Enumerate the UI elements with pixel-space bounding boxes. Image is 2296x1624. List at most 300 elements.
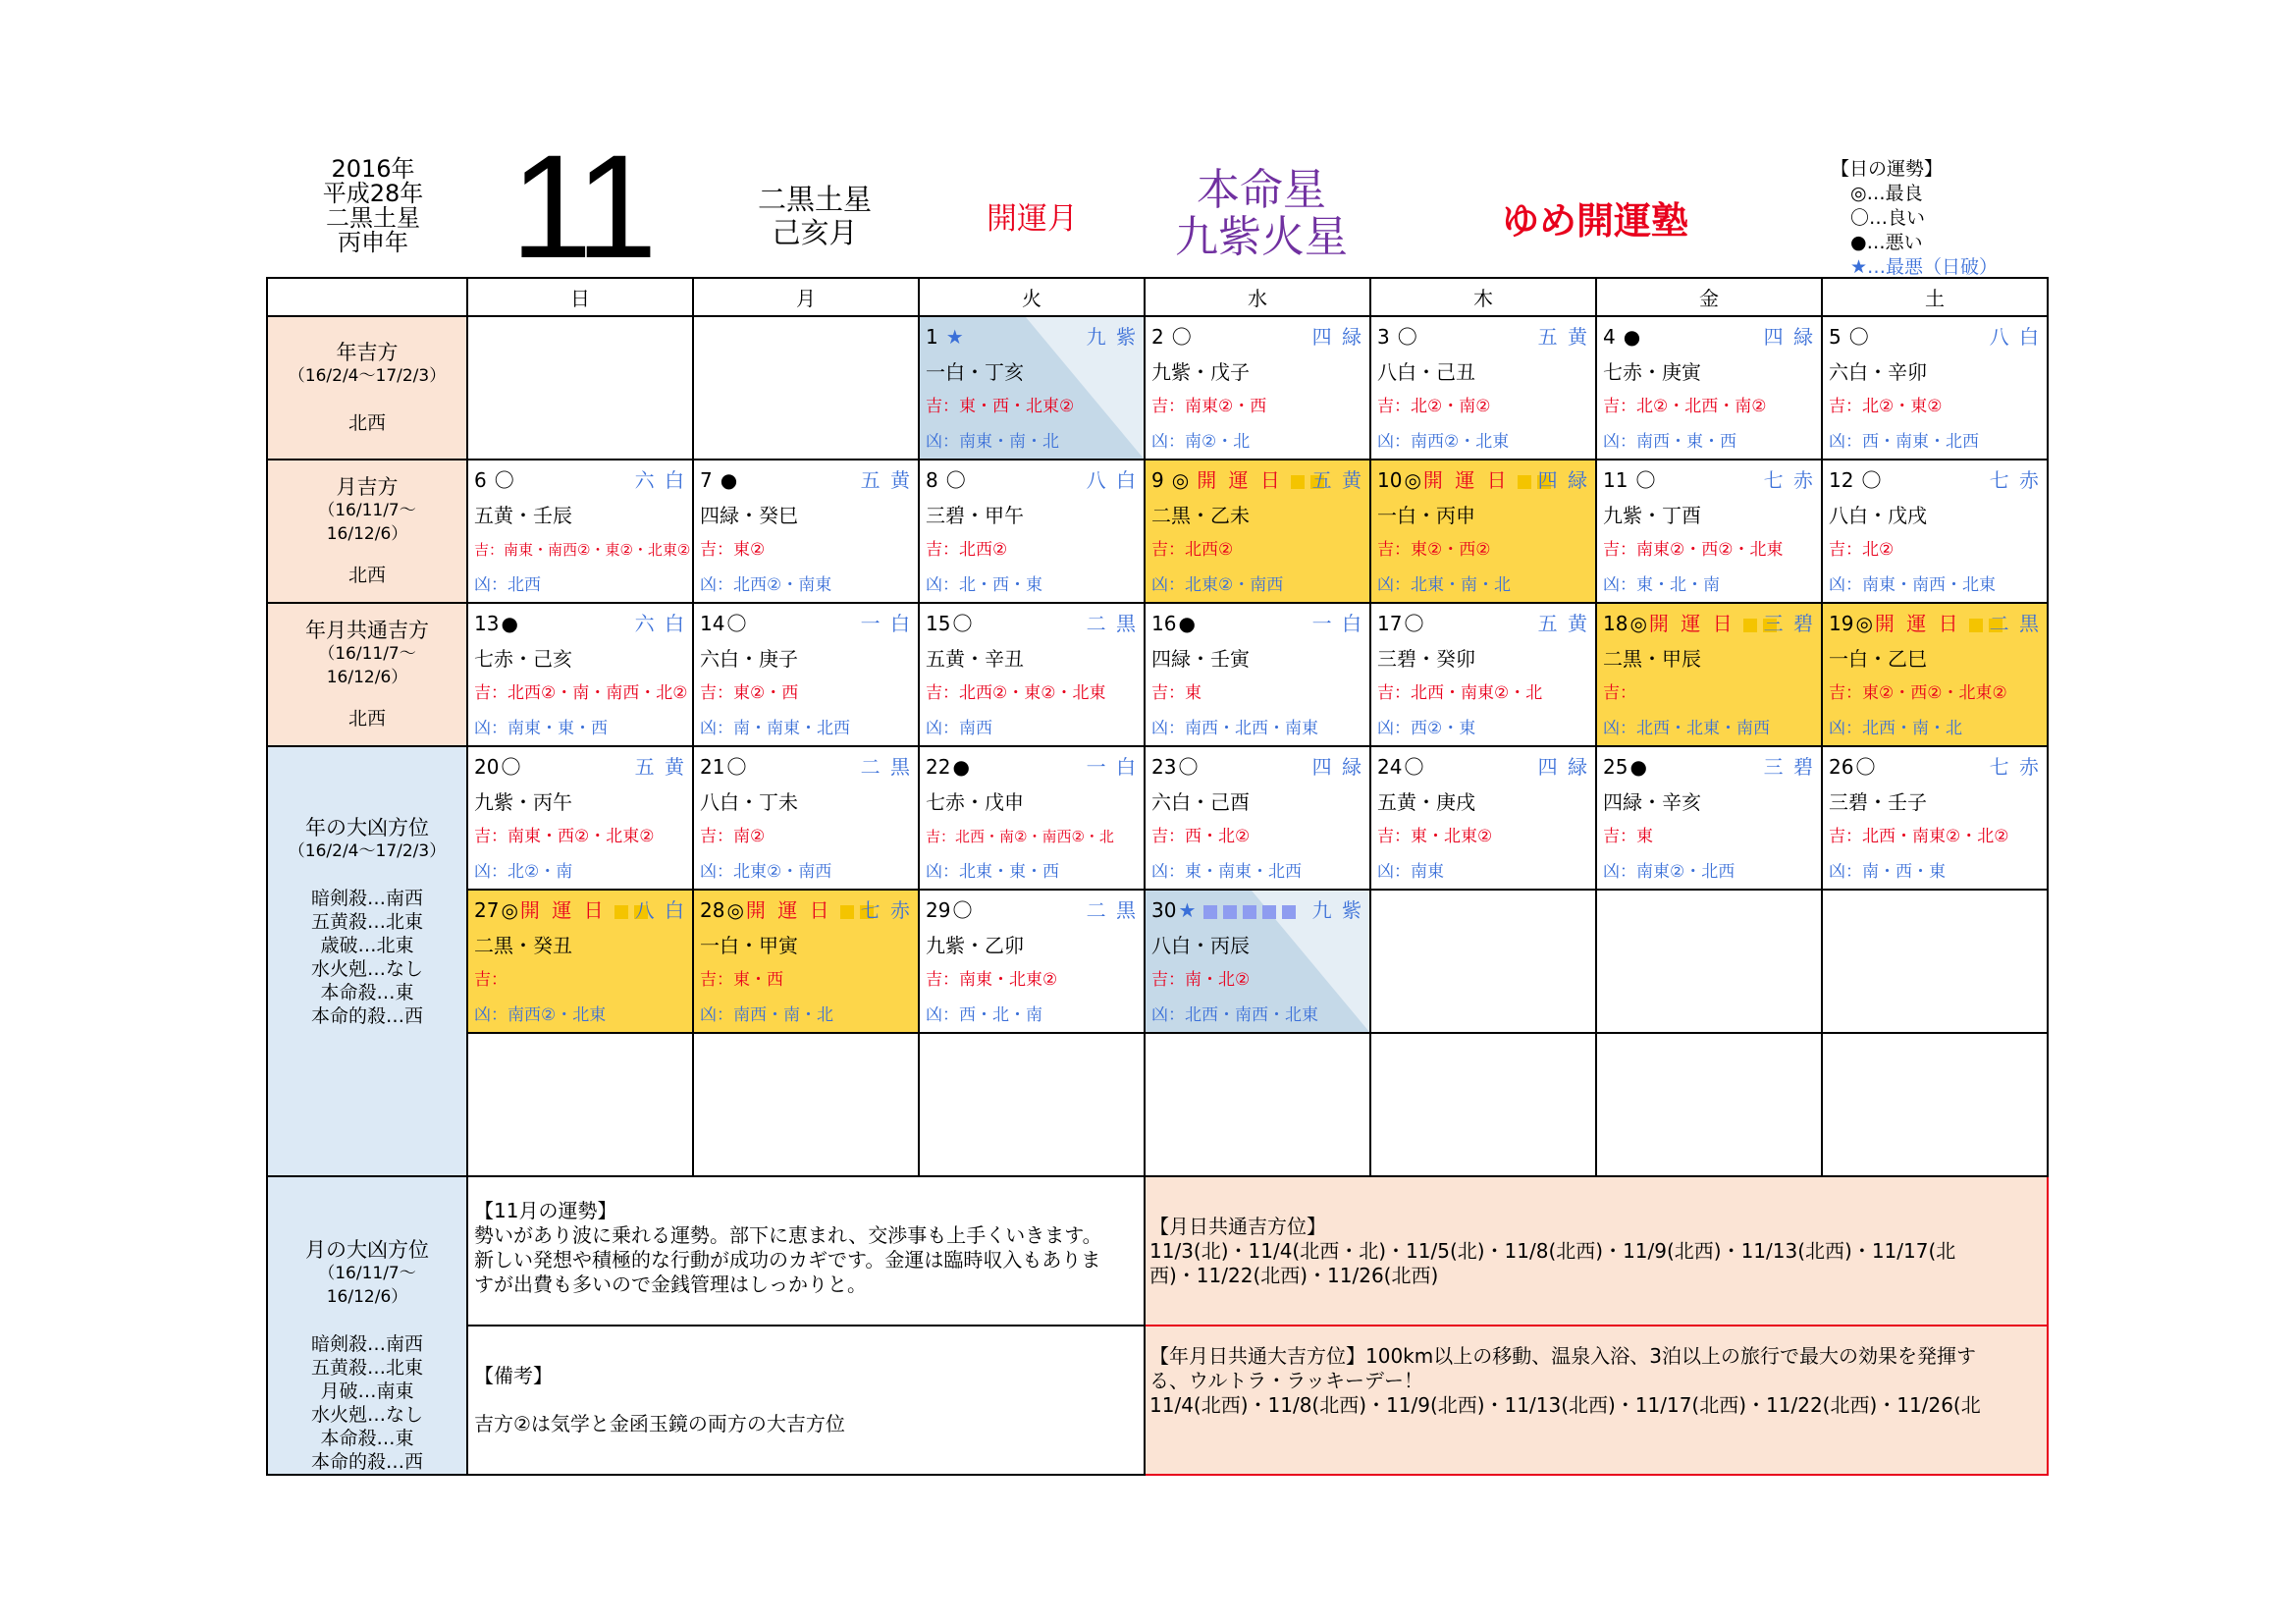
calendar-table [266, 277, 2049, 1476]
ymd-line: 11/4(北西)・11/8(北西)・11/9(北西)・11/13(北西)・11/17(北西)・11/22(北西)・11/26(北 [1149, 1393, 1981, 1417]
day-number: 16 [1151, 612, 1177, 635]
nine-star: 四 緑 [1537, 468, 1589, 492]
year-line: 二黒土星 [326, 204, 420, 232]
empty-day-cell [1822, 890, 2048, 1033]
unlucky-directions: 凶：南東・南・北 [926, 432, 1059, 452]
bad-item: 暗剣殺…南西 [310, 888, 423, 909]
good-mark-icon: 〇 [1861, 468, 1882, 492]
common-lucky-cell [267, 603, 467, 746]
bad-item: 水火剋…なし [310, 1404, 423, 1426]
lucky-directions: 吉：北西② [926, 540, 1008, 560]
day-cell-21[interactable] [693, 746, 919, 890]
kanshi: 一白・乙巳 [1829, 647, 1927, 671]
lucky-directions: 吉：南② [700, 827, 766, 846]
legend-title: 【日の運勢】 [1831, 158, 1944, 180]
nine-star: 九 紫 [1311, 898, 1363, 922]
lucky-directions: 吉：東② [700, 540, 766, 560]
day-number: 23 [1151, 755, 1177, 779]
day-number: 30 [1151, 898, 1177, 922]
week-row [267, 1033, 2048, 1176]
bad-item: 本命的殺…西 [310, 1451, 423, 1473]
kanshi: 三碧・癸卯 [1377, 647, 1475, 671]
kanshi: 一白・丙申 [1377, 504, 1475, 527]
honmei-line: 九紫火星 [1175, 212, 1348, 262]
nine-star: 八 白 [634, 898, 686, 922]
side-title: 月の大凶方位 [305, 1238, 429, 1262]
bad-mark-icon: ● [1629, 755, 1647, 779]
year-month-day-lucky-note [1145, 1326, 2048, 1475]
side-dir: 北西 [347, 565, 386, 586]
day-cell-12[interactable] [1822, 460, 2048, 603]
side-title: 月吉方 [336, 475, 399, 499]
lucky-directions: 吉：東 [1603, 827, 1653, 846]
day-number: 17 [1377, 612, 1403, 635]
best-mark-icon: ◎ [1855, 612, 1873, 635]
lucky-directions: 吉：北②・東② [1829, 397, 1943, 416]
day-cell-5[interactable] [1822, 316, 2048, 460]
day-number: 11 [1603, 468, 1629, 492]
unlucky-directions: 凶：南西・南・北 [700, 1005, 833, 1025]
purple-square-icon [1223, 905, 1237, 919]
day-cell-1[interactable] [919, 316, 1145, 460]
bad-item: 本命的殺…西 [310, 1005, 423, 1027]
day-number: 2 [1151, 325, 1164, 349]
unlucky-directions: 凶：南②・北 [1151, 432, 1251, 452]
empty-day-cell [693, 1033, 919, 1176]
kanshi: 六白・己酉 [1151, 790, 1250, 814]
side-range: 16/12/6） [326, 1287, 408, 1307]
day-cell-7[interactable] [693, 460, 919, 603]
unlucky-directions: 凶：南東・東・西 [474, 719, 608, 738]
yellow-square-icon [1969, 619, 1983, 632]
unlucky-directions: 凶：東・北・南 [1603, 575, 1720, 595]
day-cell-16[interactable] [1145, 603, 1370, 746]
lucky-directions: 吉：東・西・北東② [926, 397, 1075, 416]
bad-item: 五黄殺…北東 [310, 911, 423, 933]
day-number: 12 [1829, 468, 1854, 492]
weekday-sun: 日 [467, 278, 693, 316]
empty-day-cell [919, 1033, 1145, 1176]
empty-day-cell [1145, 1033, 1370, 1176]
fortune-title: 【11月の運勢】 [474, 1199, 617, 1222]
day-cell-30[interactable] [1145, 890, 1370, 1033]
lucky-directions: 吉：北②・南② [1377, 397, 1491, 416]
empty-day-cell [693, 316, 919, 460]
nine-star: 四 緑 [1537, 755, 1589, 779]
side-range: （16/2/4～17/2/3） [288, 366, 447, 386]
remarks-note [467, 1326, 1145, 1475]
day-cell-26[interactable] [1822, 746, 2048, 890]
lucky-directions: 吉：南東②・西 [1151, 397, 1267, 416]
day-cell-22[interactable] [919, 746, 1145, 890]
lucky-directions: 吉：南東・北東② [926, 970, 1058, 990]
md-title: 【月日共通吉方位】 [1149, 1215, 1326, 1238]
lucky-directions: 吉：北西・南東②・北② [1829, 827, 2009, 846]
day-cell-8[interactable] [919, 460, 1145, 603]
day-number: 4 [1603, 325, 1616, 349]
kaiun-day-label: 開 運 日 [1648, 612, 1735, 635]
lucky-directions: 吉：東・西 [700, 970, 783, 990]
kaiun-day-label: 開 運 日 [1197, 468, 1283, 492]
day-cell-4[interactable] [1596, 316, 1822, 460]
empty-day-cell [467, 316, 693, 460]
kaiun-day-label: 開 運 日 [745, 898, 832, 922]
lucky-directions: 吉：南東②・西②・北東 [1603, 540, 1784, 560]
lucky-directions: 吉：北西・南②・南西②・北 [926, 828, 1114, 845]
lucky-directions: 吉：東②・西② [1377, 540, 1491, 560]
kaiun-month-label: 開運月 [987, 201, 1078, 237]
side-range: （16/11/7～ [318, 1264, 416, 1283]
day-cell-13[interactable] [467, 603, 693, 746]
day-number: 9 [1151, 468, 1164, 492]
unlucky-directions: 凶：南西・北西・南東 [1151, 719, 1318, 738]
kanshi: 五黄・庚戌 [1377, 790, 1475, 814]
lucky-directions: 吉：北西② [1151, 540, 1234, 560]
day-cell-25[interactable] [1596, 746, 1822, 890]
lucky-directions: 吉：東・北東② [1377, 827, 1493, 846]
day-cell-28[interactable] [693, 890, 919, 1033]
day-cell-24[interactable] [1370, 746, 1596, 890]
week-row [267, 316, 2048, 460]
nine-star: 二 黒 [860, 755, 912, 779]
day-cell-15[interactable] [919, 603, 1145, 746]
purple-square-icon [1243, 905, 1256, 919]
yellow-square-icon [1291, 475, 1305, 489]
remarks-text: 吉方②は気学と金函玉鏡の両方の大吉方位 [474, 1412, 845, 1435]
unlucky-directions: 凶：東・南東・北西 [1151, 862, 1302, 882]
bad-mark-icon: ● [952, 755, 970, 779]
day-cell-9[interactable] [1145, 460, 1370, 603]
nine-star: 四 緑 [1311, 755, 1363, 779]
kanshi: 四緑・癸巳 [700, 504, 798, 527]
week-row [267, 460, 2048, 603]
lucky-directions: 吉：南東・南西②・東②・北東② [474, 541, 691, 559]
day-number: 22 [926, 755, 951, 779]
day-cell-18[interactable] [1596, 603, 1822, 746]
kanshi: 七赤・庚寅 [1603, 360, 1701, 384]
day-number: 28 [700, 898, 725, 922]
weekday-wed: 水 [1145, 278, 1370, 316]
weekday-thu: 木 [1370, 278, 1596, 316]
unlucky-directions: 凶：南西・東・西 [1603, 432, 1736, 452]
legend-item: 〇…良い [1850, 207, 1926, 229]
nine-star: 二 黒 [1086, 612, 1138, 635]
month-lucky-cell [267, 460, 467, 603]
kanshi: 八白・丙辰 [1151, 934, 1250, 957]
week-row [267, 890, 2048, 1033]
lucky-directions: 吉：南東・西②・北東② [474, 827, 655, 846]
day-number: 21 [700, 755, 725, 779]
nine-star: 五 黄 [1311, 468, 1363, 492]
kanshi: 二黒・甲辰 [1603, 647, 1701, 671]
day-number: 27 [474, 898, 500, 922]
month-fortune-note [467, 1176, 1145, 1326]
nine-star: 九 紫 [1086, 325, 1138, 349]
day-number: 13 [474, 612, 500, 635]
side-range: 16/12/6） [326, 524, 408, 544]
day-number: 19 [1829, 612, 1854, 635]
best-mark-icon: ◎ [501, 898, 518, 922]
unlucky-directions: 凶：南・南東・北西 [700, 719, 850, 738]
good-mark-icon: 〇 [1178, 755, 1199, 779]
unlucky-directions: 凶：北西・北東・南西 [1603, 719, 1770, 738]
empty-day-cell [1596, 1033, 1822, 1176]
day-cell-3[interactable] [1370, 316, 1596, 460]
year-line: 丙申年 [338, 229, 408, 256]
kanshi: 八白・丁未 [700, 790, 798, 814]
lucky-directions: 吉：北② [1829, 540, 1895, 560]
lucky-directions: 吉：北西・南東②・北 [1377, 683, 1543, 703]
day-cell-10[interactable] [1370, 460, 1596, 603]
unlucky-directions: 凶：西・南東・北西 [1829, 432, 1979, 452]
purple-square-icon [1282, 905, 1296, 919]
yellow-square-icon [840, 905, 854, 919]
year-line: 2016年 [331, 155, 415, 183]
day-cell-29[interactable] [919, 890, 1145, 1033]
corner-cell [267, 278, 467, 316]
unlucky-directions: 凶：北東・東・西 [926, 862, 1059, 882]
day-number: 18 [1603, 612, 1629, 635]
kaiun-day-label: 開 運 日 [1422, 468, 1510, 492]
nine-star: 七 赤 [1989, 468, 2041, 492]
honmei-line: 本命星 [1197, 165, 1326, 215]
good-mark-icon: 〇 [726, 755, 747, 779]
day-number: 10 [1377, 468, 1403, 492]
best-mark-icon: ◎ [1171, 468, 1190, 492]
kaiun-day-label: 開 運 日 [519, 898, 607, 922]
unlucky-directions: 凶：南東②・北西 [1603, 862, 1735, 882]
lucky-directions: 吉：北②・北西・南② [1603, 397, 1767, 416]
ymd-line: る、ウルトラ・ラッキーデー！ [1149, 1369, 1423, 1392]
year-line: 平成28年 [322, 180, 424, 207]
legend-item-worst: ★…最悪（日破） [1850, 256, 1999, 278]
side-range: （16/11/7～ [318, 644, 416, 664]
fortune-legend [1831, 157, 1998, 280]
md-line: 11/3(北)・11/4(北西・北)・11/5(北)・11/8(北西)・11/9(北西)・11/13(北西)・11/17(北 [1149, 1239, 1956, 1263]
unlucky-directions: 凶：南西②・北東 [474, 1005, 607, 1025]
empty-day-cell [1596, 890, 1822, 1033]
bad-item: 五黄殺…北東 [310, 1357, 423, 1379]
month-star [726, 183, 903, 249]
unlucky-directions: 凶：北西 [474, 575, 541, 595]
side-title: 年吉方 [336, 341, 399, 364]
day-number: 1 [926, 325, 938, 349]
lucky-directions: 吉： [474, 970, 507, 990]
good-mark-icon: 〇 [1848, 325, 1869, 349]
year-bad-cell [267, 746, 467, 1176]
kanshi: 三碧・壬子 [1829, 790, 1927, 814]
day-number: 7 [700, 468, 713, 492]
bad-item: 暗剣殺…南西 [310, 1333, 423, 1355]
month-number: 11 [510, 124, 652, 289]
star-mark-icon: ★ [1178, 898, 1197, 922]
day-number: 26 [1829, 755, 1854, 779]
kanshi: 六白・辛卯 [1829, 360, 1927, 384]
day-number: 6 [474, 468, 487, 492]
nine-star: 七 赤 [860, 898, 912, 922]
day-cell-27[interactable] [467, 890, 693, 1033]
weekday-header-row [267, 278, 2048, 316]
weekday-sat: 土 [1822, 278, 2048, 316]
good-mark-icon: 〇 [1855, 755, 1876, 779]
nine-star: 七 赤 [1989, 755, 2041, 779]
good-mark-icon: 〇 [1404, 612, 1424, 635]
kanshi: 九紫・丁酉 [1603, 504, 1701, 527]
fortune-line: すが出費も多いので金銭管理はしっかりと。 [474, 1272, 867, 1296]
kanshi: 二黒・癸丑 [474, 934, 572, 957]
side-range: 16/12/6） [326, 668, 408, 687]
fortune-line: 勢いがあり波に乗れる運勢。部下に恵まれ、交渉事も上手くいきます。 [474, 1223, 1102, 1247]
kanshi: 一白・丁亥 [926, 360, 1024, 384]
year-info [294, 157, 452, 255]
kanshi: 三碧・甲午 [926, 504, 1024, 527]
unlucky-directions: 凶：北西・南・北 [1829, 719, 1962, 738]
weekday-fri: 金 [1596, 278, 1822, 316]
nine-star: 八 白 [1086, 468, 1138, 492]
good-mark-icon: 〇 [952, 898, 973, 922]
empty-day-cell [467, 1033, 693, 1176]
good-mark-icon: 〇 [1171, 325, 1192, 349]
good-mark-icon: 〇 [1404, 755, 1424, 779]
day-number: 20 [474, 755, 500, 779]
good-mark-icon: 〇 [952, 612, 973, 635]
ymd-line: 【年月日共通大吉方位】100km以上の移動、温泉入浴、3泊以上の旅行で最大の効果を発揮す [1149, 1344, 1976, 1368]
day-number: 3 [1377, 325, 1390, 349]
kanshi: 九紫・丙午 [474, 790, 572, 814]
yellow-square-icon [614, 905, 628, 919]
day-cell-19[interactable] [1822, 603, 2048, 746]
day-number: 8 [926, 468, 938, 492]
day-number: 25 [1603, 755, 1629, 779]
week-row [267, 746, 2048, 890]
kanshi: 四緑・辛亥 [1603, 790, 1701, 814]
side-range: （16/2/4～17/2/3） [288, 841, 447, 861]
lucky-directions: 吉：東②・西②・北東② [1829, 683, 2007, 703]
bad-item: 本命殺…東 [320, 1428, 414, 1449]
weekday-tue: 火 [919, 278, 1145, 316]
kanshi: 九紫・乙卯 [926, 934, 1024, 957]
best-mark-icon: ◎ [1404, 468, 1421, 492]
day-cell-11[interactable] [1596, 460, 1822, 603]
star-mark-icon: ★ [945, 325, 964, 349]
kanshi: 四緑・壬寅 [1151, 647, 1250, 671]
unlucky-directions: 凶：南東・南西・北東 [1829, 575, 1996, 595]
nine-star: 一 白 [1311, 612, 1363, 635]
bad-item: 歳破…北東 [320, 935, 414, 956]
nine-star: 一 白 [1086, 755, 1138, 779]
empty-day-cell [1370, 1033, 1596, 1176]
lucky-directions: 吉：東②・西 [700, 683, 799, 703]
unlucky-directions: 凶：南西 [926, 719, 992, 738]
unlucky-directions: 凶：南西②・北東 [1377, 432, 1510, 452]
unlucky-directions: 凶：北西②・南東 [700, 575, 832, 595]
unlucky-directions: 凶：北・西・東 [926, 575, 1042, 595]
nine-star: 六 白 [634, 468, 686, 492]
juku-name: ゆめ開運塾 [1502, 199, 1689, 243]
unlucky-directions: 凶：南・西・東 [1829, 862, 1946, 882]
nine-star: 二 黒 [1989, 612, 2041, 635]
lucky-directions: 吉：東 [1151, 683, 1201, 703]
kaiun-day-label: 開 運 日 [1874, 612, 1961, 635]
good-mark-icon: 〇 [1397, 325, 1417, 349]
good-mark-icon: 〇 [945, 468, 966, 492]
kanshi: 六白・庚子 [700, 647, 798, 671]
unlucky-directions: 凶：北東②・南西 [700, 862, 832, 882]
side-title: 年月共通吉方 [305, 619, 429, 642]
empty-day-cell [1370, 890, 1596, 1033]
day-cell-23[interactable] [1145, 746, 1370, 890]
unlucky-directions: 凶：西・北・南 [926, 1005, 1042, 1025]
nine-star: 四 緑 [1311, 325, 1363, 349]
day-cell-20[interactable] [467, 746, 693, 890]
yellow-square-icon [1518, 475, 1531, 489]
lucky-directions: 吉：西・北② [1151, 827, 1251, 846]
side-range: （16/11/7～ [318, 501, 416, 520]
day-number: 5 [1829, 325, 1842, 349]
bad-mark-icon: ● [1178, 612, 1196, 635]
empty-day-cell [1822, 1033, 2048, 1176]
fortune-line: 新しい発想や積極的な行動が成功のカギです。金運は臨時収入もありま [474, 1248, 1101, 1272]
nine-star: 七 赤 [1763, 468, 1815, 492]
bad-mark-icon: ● [720, 468, 738, 492]
notes-row [267, 1176, 2048, 1326]
honmei-star [1148, 167, 1374, 261]
unlucky-directions: 凶：北西・南西・北東 [1151, 1005, 1318, 1025]
kanshi: 八白・戊戌 [1829, 504, 1927, 527]
month-bad-cell [267, 1176, 467, 1475]
nine-star: 一 白 [860, 612, 912, 635]
kanshi: 九紫・戊子 [1151, 360, 1250, 384]
remarks-title: 【備考】 [474, 1364, 553, 1387]
lucky-directions: 吉：北西②・東②・北東 [926, 683, 1106, 703]
day-cell-6[interactable] [467, 460, 693, 603]
side-dir: 北西 [347, 412, 386, 434]
nine-star: 五 黄 [634, 755, 686, 779]
legend-item: ●…悪い [1850, 232, 1923, 253]
day-number: 24 [1377, 755, 1403, 779]
weekday-mon: 月 [693, 278, 919, 316]
day-cell-2[interactable] [1145, 316, 1370, 460]
day-cell-17[interactable] [1370, 603, 1596, 746]
day-number: 29 [926, 898, 951, 922]
kanshi: 五黄・辛丑 [926, 647, 1024, 671]
month-day-lucky-note [1145, 1176, 2048, 1326]
nine-star: 八 白 [1989, 325, 2041, 349]
good-mark-icon: 〇 [494, 468, 514, 492]
kanshi: 五黄・壬辰 [474, 504, 572, 527]
unlucky-directions: 凶：北東・南・北 [1377, 575, 1511, 595]
year-lucky-cell [267, 316, 467, 460]
nine-star: 三 碧 [1763, 612, 1815, 635]
notes-row [267, 1326, 2048, 1475]
lucky-directions: 吉：南・北② [1151, 970, 1251, 990]
nine-star: 五 黄 [1537, 612, 1589, 635]
kanshi: 七赤・戊申 [926, 790, 1024, 814]
best-mark-icon: ◎ [1629, 612, 1647, 635]
unlucky-directions: 凶：南東 [1377, 862, 1444, 882]
day-cell-14[interactable] [693, 603, 919, 746]
month-star-line: 己亥月 [772, 216, 858, 249]
nine-star: 六 白 [634, 612, 686, 635]
best-mark-icon: ◎ [726, 898, 744, 922]
bad-mark-icon: ● [501, 612, 518, 635]
good-mark-icon: 〇 [501, 755, 521, 779]
kanshi: 一白・甲寅 [700, 934, 798, 957]
nine-star: 五 黄 [860, 468, 912, 492]
kanshi: 八白・己丑 [1377, 360, 1475, 384]
month-star-line: 二黒土星 [757, 183, 872, 216]
unlucky-directions: 凶：西②・東 [1377, 719, 1476, 738]
